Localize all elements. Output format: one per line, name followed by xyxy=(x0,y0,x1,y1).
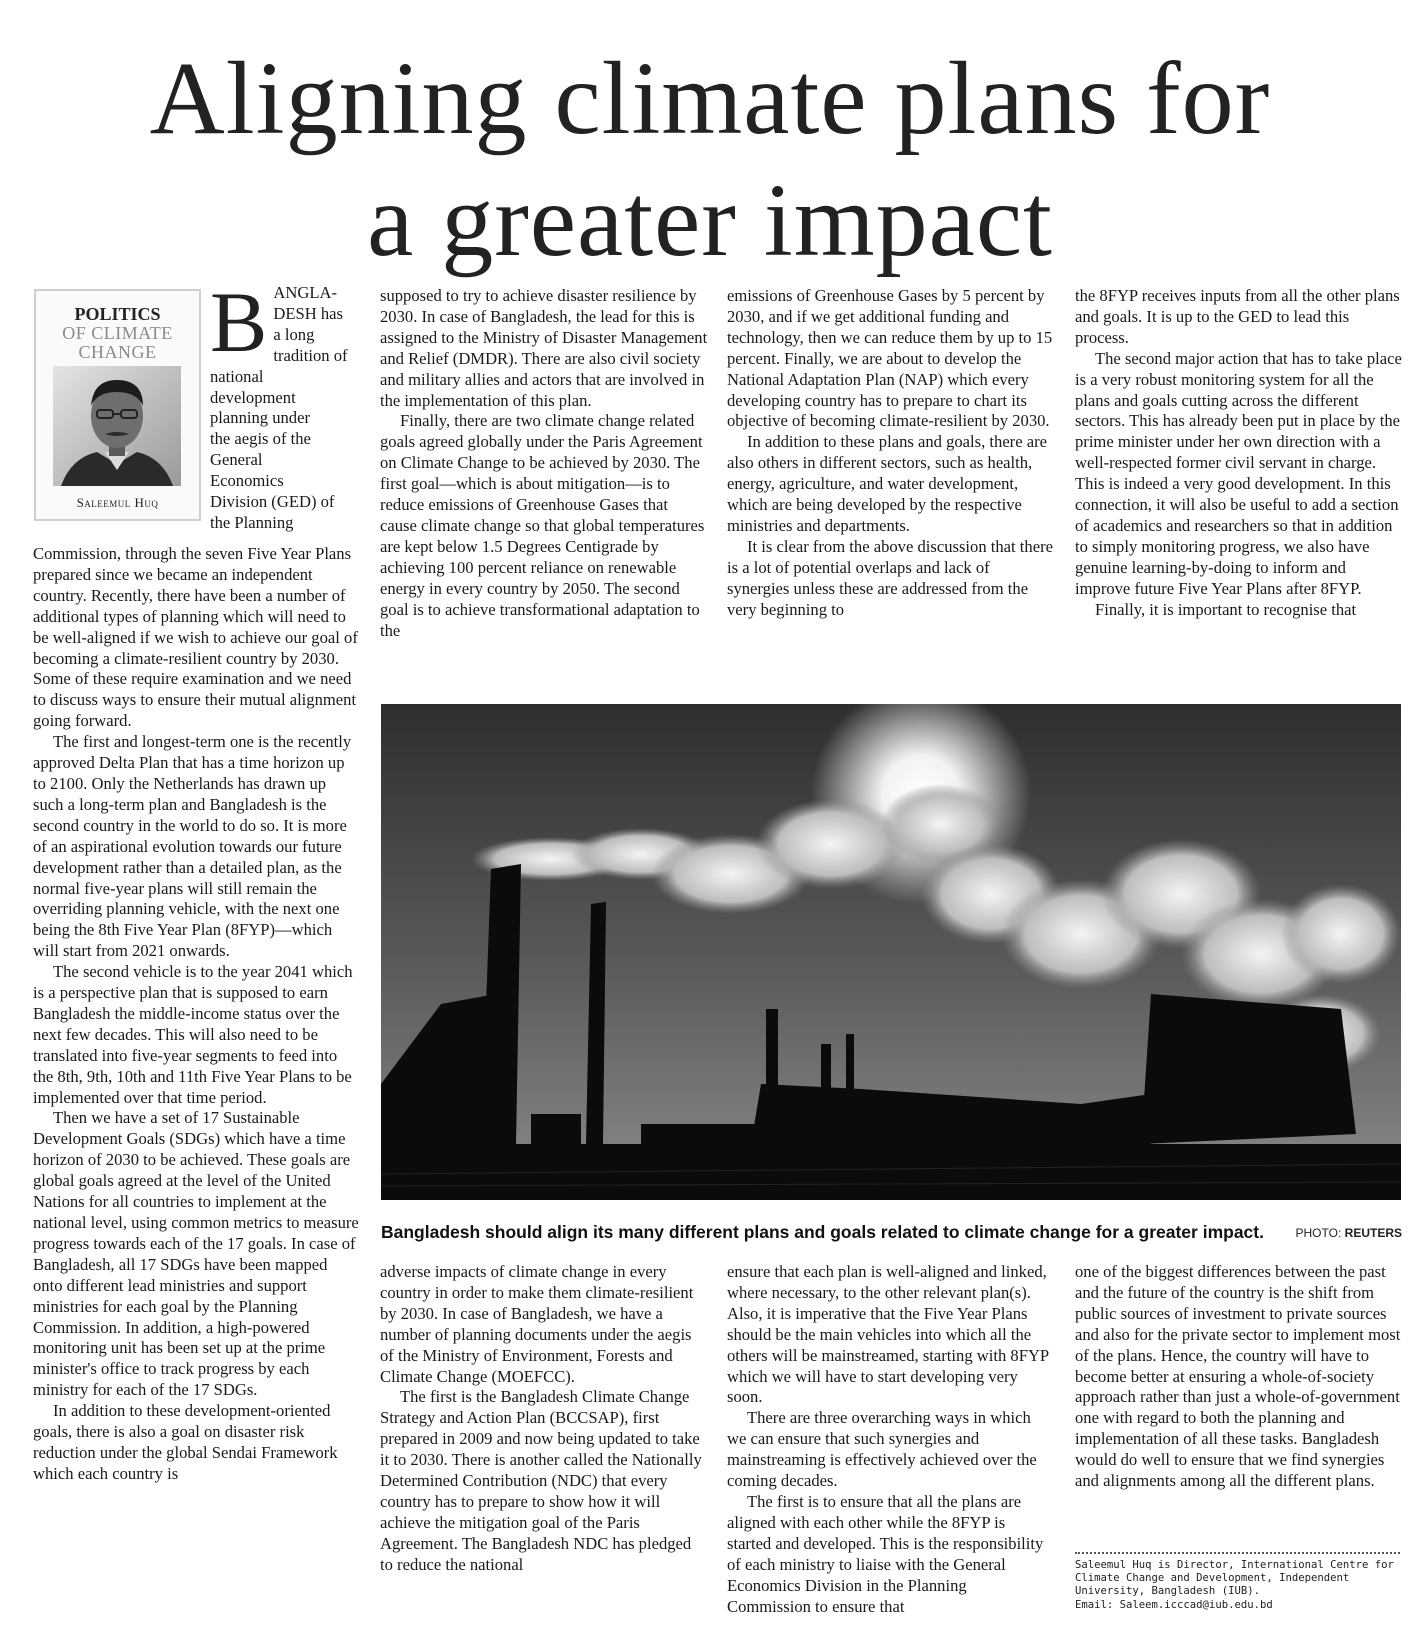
headline-line-1: Aligning climate plans for xyxy=(149,41,1271,156)
author-portrait xyxy=(53,366,181,486)
column-3-top xyxy=(727,286,1053,621)
paragraph: one of the biggest differences between the past and the future of the country is the shift from public sources of investment to private sources and also for the private sector to implement most of the plans. Hence, the country will have to become better at ensuring a whole-of-society approach rather than just a whole-of-government one with regard to both the planning and implementation of all these tasks. Bangladesh would do well to ensure that we find synergies and alignments among all the different plans. xyxy=(1075,1262,1401,1491)
paragraph: In addition to these development-oriented goals, there is also a goal on disaster risk reduction under the global Sendai Framework which each country is xyxy=(33,1401,338,1483)
bio-email: Email: Saleem.icccad@iub.edu.bd xyxy=(1075,1598,1273,1611)
column-kicker: POLITICS xyxy=(74,304,161,324)
paragraph: There are three overarching ways in which we can ensure that such synergies and mainstreaming is effectively achieved over the coming decades. xyxy=(727,1408,1037,1491)
column-4-top xyxy=(1075,286,1402,621)
column-2-bottom xyxy=(380,1262,708,1576)
intro-line: Division (GED) of xyxy=(210,492,335,512)
paragraph: It is clear from the above discussion that there is a lot of potential overlaps and lack of synergies unless these are addressed from the very beginning to xyxy=(727,536,1053,619)
photo-credit-source: REUTERS xyxy=(1344,1226,1402,1240)
author-bio xyxy=(1075,1559,1405,1612)
paragraph: The first is to ensure that all the plans are aligned with each other while the 8FYP is started and developed. This is the responsibility of each ministry to liaise with the General Economics Division in the Planning Commission to ensure that xyxy=(727,1491,1044,1616)
drop-cap: B xyxy=(210,274,268,370)
bio-line: Climate Change and Development, Independent xyxy=(1075,1572,1350,1585)
intro-line: DESH has xyxy=(273,303,343,323)
paragraph: The first and longest-term one is the recently approved Delta Plan that has a time horizon up to 2100. Only the Netherlands has drawn up such a long-term plan and Bangladesh is the second country in the world to do so. It is more of an aspirational evolution towards our future development rather than a detailed plan, as the normal five-year plans will still remain the overriding planning vehicle, with the next one being the 8th Five Year Plan (8FYP)—which will start from 2021 onwards. xyxy=(33,732,352,961)
paragraph: In addition to these plans and goals, there are also others in different sectors, such as health, energy, agriculture, and water development, which are being developed by the respective ministries and departments. xyxy=(727,432,1047,535)
paragraph: adverse impacts of climate change in every country in order to make them climate-resilient by 2030. In case of Bangladesh, we have a number of planning documents under the aegis of the Ministry of Environment, Forests and Climate Change (MOEFCC). xyxy=(380,1262,694,1386)
intro-line: tradition of xyxy=(273,345,348,365)
paragraph: Finally, it is important to recognise that xyxy=(1095,599,1357,619)
intro-line: national xyxy=(210,366,264,386)
intro-line: the Planning xyxy=(210,512,294,532)
paragraph: Then we have a set of 17 Sustainable Development Goals (SDGs) which have a time horizon of 2030 to be achieved. These goals are global goals agreed at the level of the United Nations for all countries to implement at the national level, using common metrics to measure progress towards each of the 17 goals. In case of Bangladesh, all 17 SDGs have been mapped onto different lead ministries and support ministries for each goal by the Planning Commission. In addition, a high-powered monitoring unit has been set up at the prime minister's office to track progress by each ministry for each of the 17 SDGs. xyxy=(33,1108,359,1400)
column-kicker-sub-2: CHANGE xyxy=(78,342,157,362)
paragraph: emissions of Greenhouse Gases by 5 percent by 2030, and if we get additional funding and technology, then we can reduce them by up to 15 percent. Finally, we are about to develop the National Adaptation Plan (NAP) which every developing country has to prepare to chart its objective of becoming climate-resilient by 2030. xyxy=(727,286,1053,431)
paragraph: The second vehicle is to the year 2041 which is a perspective plan that is supposed to earn Bangladesh the middle-income status over the next few decades. This will also need to be translated into five-year segments to feed into the 8th, 9th, 10th and 11th Five Year Plans to be implemented over that time period. xyxy=(33,962,353,1107)
paragraph: The second major action that has to take place is a very robust monitoring system for all the plans and goals cutting across the different sectors. This has already been put in place by the prime minister under her own direction with a well-respected former civil servant in charge. This is indeed a very good development. In this connection, it will also be useful to add a section of academics and researchers so that in addition to simply monitoring progress, we also have genuine learning-by-doing to inform and improve future Five Year Plans after 8FYP. xyxy=(1075,348,1402,598)
column-4-bottom xyxy=(1075,1262,1402,1492)
intro-line: Economics xyxy=(210,471,284,491)
paragraph: ensure that each plan is well-aligned and linked, where necessary, to the other relevant plan(s). Also, it is imperative that the Five Year Plans should be the main vehicles into which all the others will be mainstreamed, starting with 8FYP which we will have to start developing very soon. xyxy=(727,1262,1049,1407)
photo-caption: Bangladesh should align its many different plans and goals related to climate change for a greater impact. xyxy=(381,1222,1264,1242)
intro-line: the aegis of the xyxy=(210,429,311,449)
intro-line: a long xyxy=(273,324,315,344)
paragraph: Finally, there are two climate change related goals agreed globally under the Paris Agreement on Climate Change to be achieved by 2030. The first goal—which is about mitigation—is to reduce emissions of Greenhouse Gases that cause climate change so that global temperatures are kept below 1.5 Degrees Centigrade by achieving 100 percent reliance on renewable energy in every country by 2050. The second goal is to achieve transformational adaptation to the xyxy=(380,411,705,640)
paragraph: the 8FYP receives inputs from all the other plans and goals. It is up to the GED to lead this process. xyxy=(1075,286,1400,347)
intro-line: development xyxy=(210,387,296,407)
industrial-smokestacks-photo xyxy=(381,704,1401,1200)
bio-line: University, Bangladesh (IUB). xyxy=(1075,1585,1260,1598)
bio-line: Saleemul Huq is Director, International Centre for xyxy=(1075,1559,1394,1571)
column-1-intro xyxy=(210,274,360,534)
photo-credit xyxy=(1286,1226,1402,1240)
intro-line: planning under xyxy=(210,408,311,428)
headline xyxy=(0,38,1420,282)
paragraph: supposed to try to achieve disaster resilience by 2030. In case of Bangladesh, the lead for this is assigned to the Ministry of Disaster Management and Relief (DMDR). There are also civil society and military allies and actors that are involved in the implementation of this plan. xyxy=(380,286,708,410)
column-2-top xyxy=(380,286,708,641)
bio-divider xyxy=(1075,1552,1400,1554)
intro-line: General xyxy=(210,450,263,470)
headline-line-2: a greater impact xyxy=(367,163,1053,278)
paragraph: The first is the Bangladesh Climate Change Strategy and Action Plan (BCCSAP), first prepared in 2009 and now being updated to take it to 2030. There is another called the Nationally Determined Contribution (NDC) that every country has to prepare to show how it will achieve the mitigation goal of the Paris Agreement. The Bangladesh NDC has pledged to reduce the national xyxy=(380,1387,702,1574)
column-3-bottom xyxy=(727,1262,1053,1617)
column-1-body xyxy=(33,544,360,1485)
intro-line: ANGLA- xyxy=(273,283,337,302)
column-kicker-sub-1: OF CLIMATE xyxy=(62,323,173,343)
byline-box xyxy=(34,289,201,521)
author-name: Saleemul Huq xyxy=(76,495,159,510)
paragraph: Commission, through the seven Five Year Plans prepared since we became an independent country. Recently, there have been a number of additional types of planning which will need to be well-aligned if we wish to achieve our goal of becoming a climate-resilient country by 2030. Some of these require examination and we need to discuss ways to ensure their mutual alignment going forward. xyxy=(33,544,358,731)
photo-credit-label: PHOTO: xyxy=(1295,1226,1342,1240)
